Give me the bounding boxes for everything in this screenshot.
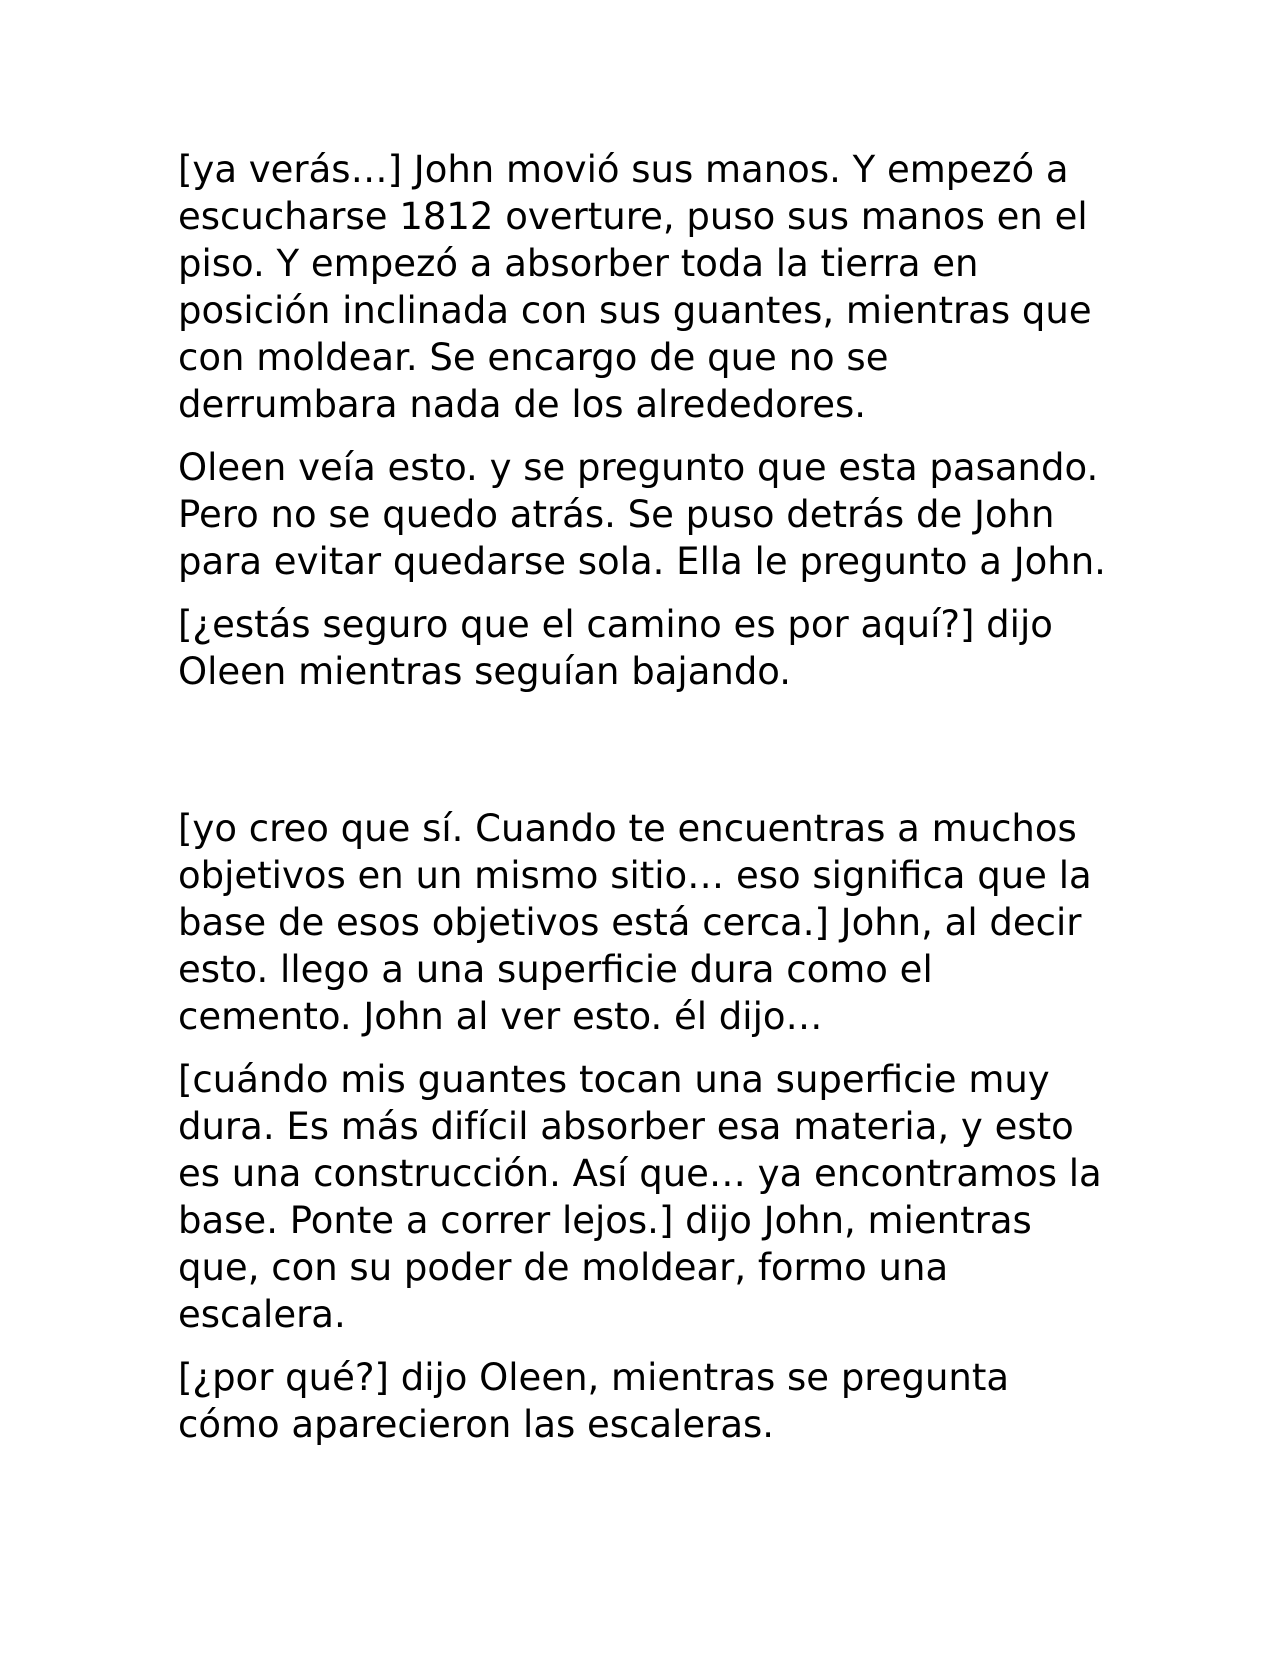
paragraph-4: [yo creo que sí. Cuando te encuentras a muchos objetivos en un mismo sitio… eso significa que la base de esos objetivos está cerca.] John, al decir esto. llego a una superficie dura como el cemento. John al ver esto. él dijo… — [178, 807, 1092, 1038]
paragraph-5: [cuándo mis guantes tocan una superficie muy dura. Es más difícil absorber esa materia, y esto es una construcción. Así que… ya encontramos la base. Ponte a correr lejos.] dijo John, mientras que, con su poder de moldear, formo una escalera. — [178, 1058, 1102, 1336]
document-body — [178, 146, 1118, 1464]
paragraph-spacer — [178, 711, 1118, 805]
paragraph-3: [¿estás seguro que el camino es por aquí?] dijo Oleen mientras seguían bajando. — [178, 603, 1053, 693]
paragraph-2: Oleen veía esto. y se pregunto que esta pasando. Pero no se quedo atrás. Se puso detrás de John para evitar quedarse sola. Ella le pregunto a John. — [178, 446, 1106, 583]
paragraph-6: [¿por qué?] dijo Oleen, mientras se pregunta cómo aparecieron las escaleras. — [178, 1356, 1010, 1446]
paragraph-1: [ya verás…] John movió sus manos. Y empezó a escucharse 1812 overture, puso sus manos en el piso. Y empezó a absorber toda la tierra en posición inclinada con sus guantes, mientras que con moldear. Se encargo de que no se derrumbara nada de los alrededores. — [178, 148, 1092, 426]
